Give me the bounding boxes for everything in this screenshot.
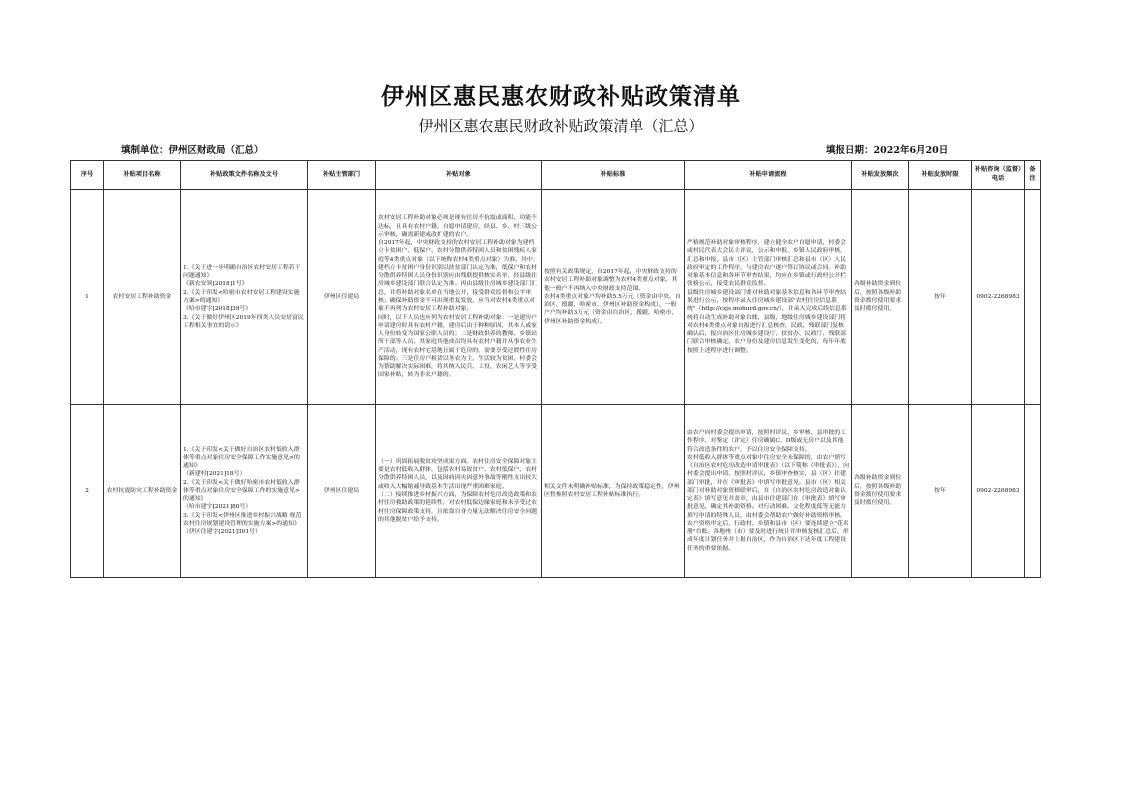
header-note: 备注 bbox=[1025, 161, 1041, 190]
doc-line: （哈市建字[2021]80号） bbox=[183, 504, 252, 511]
header-dept: 补贴主管部门 bbox=[308, 161, 376, 190]
cell-note bbox=[1025, 405, 1041, 578]
cell-target bbox=[376, 190, 542, 405]
doc-line: 1.《关于进一步明确自治区农村安居工程若干问题通知》 bbox=[183, 264, 301, 280]
header-freq: 补贴发放频次 bbox=[852, 161, 909, 190]
header-seq: 序号 bbox=[71, 161, 104, 190]
process-para: 农村低收入群体等重点对象中住房安全未保障的，由农户填写《自治区农村危房改造申请审批表》（以下简称《审批表》），向村委会提出申请，按照村评议，乡镇审查核实，县（区）住建部门审批，并在《审批表》中填写审批意见。县市（区）相关部门对补助对象资格联审后，在《自治区农村危房改造对象认定表》填写意见并盖章，由县市住建部门在《审批表》填写审批意见，确定其补助资格。对行动困难、文化程度低等无能力填写申请的特殊人员，由村委会帮助农户做好补助资格审核。农户资格审定后，行政村、乡镇和县市（区）要连续建立"花名册"台账。各地州（市）要及时进行统计并审核复核汇总后，形成年度计划任务并上报自治区，作为自治区下达年度工程建设任务的重要依据。 bbox=[687, 454, 849, 552]
cell-limit: 按年 bbox=[909, 405, 972, 578]
cell-standard bbox=[542, 190, 685, 405]
target-para: （一）巩固拓展脱贫攻坚成果方面。农村住房安全保障对象主要是农村低收入群体，包括农村易致贫户、农村低保户、农村分散供养特困人员，以及因病因灾因意外事故等刚性支出较大或收入大幅缩减导致基本生活出现严重困难家庭。 bbox=[378, 458, 538, 490]
table-row bbox=[71, 405, 1041, 578]
header-target: 补贴对象 bbox=[376, 161, 542, 190]
cell-docs bbox=[181, 190, 308, 405]
header-docs: 补贴政策文件名称及文号 bbox=[181, 161, 308, 190]
doc-line: 《哈市建字[2018]39号》 bbox=[183, 306, 252, 313]
doc-line: （伊区住建字[2021]301号） bbox=[183, 529, 261, 536]
cell-process bbox=[685, 405, 852, 578]
target-para: （二）接续推进乡村振兴方面，为保障农村危房改造政策和农村住房救助政策的延续性，对农村低保边缘家庭和未享受过农村住房保障政策支持，且依靠自身力量无法解决住房安全问题的其他脱贫户给予支持。 bbox=[378, 492, 538, 523]
doc-line: 2.《关于印发<关于做好哈密市农村低收入群体等重点对象住房安全保障工作的实施意见>的通知》 bbox=[183, 479, 300, 503]
header-phone: 补贴咨询（监督）电话 bbox=[972, 161, 1025, 190]
doc-line: 3.《关于做好伊州区2019年四类人员安居富民工程相关事宜的请示》 bbox=[183, 314, 304, 329]
header-name: 补贴项目名称 bbox=[104, 161, 181, 190]
cell-seq: 2 bbox=[71, 405, 104, 578]
target-para: 自2017年起，中央财政支持的农村安居工程补助对象为建档立卡贫困户、低保户、农村分散供养特困人员和贫困残疾人家庭等4类重点对象（以下统称农村4类重点对象）为准。其中：建档立卡贫困户身份识别以扶贫部门认定为准，低保户和农村分散供养特困人员身份识别应由残联提供核实名单，经县级住房城乡建设部门联合认定为准。再由县级住房城乡建设部门汇总，并将补助对象名单在当地公开，接受群众监督和公平审核；确保补助资金不可出现重复发放，应当对农村4类重点对象不再列为农村安居工程补助对象。 bbox=[378, 240, 539, 313]
fill-date: 填报日期：2022年6月20日 bbox=[826, 145, 949, 156]
cell-seq: 1 bbox=[71, 190, 104, 405]
doc-line: 2.《关于印发<哈密市农村安居工程建设实施方案>的通知》 bbox=[183, 289, 300, 304]
header-limit: 补贴发放时限 bbox=[909, 161, 972, 190]
doc-line: （新建村[2021]18号） bbox=[183, 471, 246, 478]
target-para: 同时，以下人员也应列为农村安居工程补助对象：一是建房户申请建房时具有农村户籍，建房后由于种种原因，其本人或家人身份转变为国家公职人员的；二是财政供养的教师、乡镇站所干部等人员，其家庭其他成员均具有农村户籍并从事农业生产活动，现有农村宅基地且属于危房的，需要享受过渡性住房保障的；三是住房户租赁以务农为主，生活较为贫困，村委会为帮助解决实际困难，将其纳入民兵、工役、农闲艺人等享受国家补贴，转为非农户籍的。 bbox=[378, 314, 538, 379]
page-title: 伊州区惠民惠农财政补贴政策清单 bbox=[381, 83, 741, 110]
process-para: 严格规范补助对象审核程序，建立健全农户自愿申请，村委会或村民代表大会民主评议，公示和申报，乡镇人民政府审核，汇总和申报，县市（区）主管部门审核汇总和县市（区）人民政府审定的工作程序，与建房农户逐户签订协议或合同。补助对象基本信息和各环节审查结果，均应在乡镇或行政村公开栏张榜公示，接受农民群众监督。 bbox=[687, 240, 847, 288]
process-para: 由农户向村委会提出申请，按照村评议、乡审核、县审批的工作程序，对鉴定（评定）住房确属C、D级或无房户以及其他符合改造条件的农户，予以住房安全保障支持。 bbox=[687, 430, 847, 453]
cell-freq: 各级补助资金到位后，按照各级补助资金拨付使用要求及时拨付使用。 bbox=[852, 405, 909, 578]
doc-line: 《新农安领[2018]1号》 bbox=[183, 281, 248, 288]
header-standard: 补贴标准 bbox=[542, 161, 685, 190]
cell-dept: 伊州区住建局 bbox=[308, 405, 376, 578]
cell-standard bbox=[542, 405, 685, 578]
policy-table bbox=[70, 160, 1041, 578]
cell-name: 农村抗震防灾工程补助资金 bbox=[104, 405, 181, 578]
cell-limit: 按年 bbox=[909, 190, 972, 405]
cell-docs bbox=[181, 405, 308, 578]
process-para: 县级住房城乡建设部门要对补助对象基本信息和各环节审查结果进行公示，按程序录入住房城乡建设部"农村住房信息系统"（http://czjs.mohurd.gov.cn/），并录入完成后续信息系统将自动生成补助对象台账，县级、地级住房城乡建设部门将对农村4类重点对象自报进行汇总核查，民政、残联部门复核确认后，报自治区住房城乡建设厅、扶贫办、民政厅、残联部门联合审核确定。农户身份及建房信息发生变化的，每年年底按照上述程序进行调整。 bbox=[687, 289, 847, 354]
standard-para: 按照有关政策规定，自2017年起，中央财政支持的农村安居工程补助对象调整为农村4类重点对象，其他一般户不再纳入中央财政支持范围。 bbox=[544, 269, 678, 292]
table-header-row bbox=[71, 161, 1041, 190]
header-process: 补贴申请流程 bbox=[685, 161, 852, 190]
cell-name: 农村安居工程补助资金 bbox=[104, 190, 181, 405]
cell-note bbox=[1025, 190, 1041, 405]
cell-phone: 0902-2268983 bbox=[972, 190, 1025, 405]
standard-para: 相关文件未明确补贴标准，为保持政策稳定性，伊州区暂参照农村安居工程补贴标准执行。 bbox=[544, 483, 680, 498]
table-row bbox=[71, 190, 1041, 405]
cell-freq: 各级补助资金到位后，按照各级补助资金拨付使用要求及时拨付使用。 bbox=[852, 190, 909, 405]
doc-line: 1.《关于印发<关于做好自治区农村低收入群体等重点对象住房安全保障工作实施意见>的通知》 bbox=[183, 446, 300, 470]
page-subtitle: 伊州区惠农惠民财政补贴政策清单（汇总） bbox=[418, 117, 704, 135]
doc-line: 3.《关于印发<伊州区推进乡村振兴战略 规范农村住房规划建设管理的实施方案>的通知》 bbox=[183, 512, 302, 527]
cell-dept: 伊州区住建局 bbox=[308, 190, 376, 405]
cell-process bbox=[685, 190, 852, 405]
cell-phone: 0902-2268983 bbox=[972, 405, 1025, 578]
standard-para: 农村4类重点对象户均补助5.5万元（资金由中央、自治区、援疆、哈密市、伊州区补助资金构成），一般户户均补助3万元（资金由自治区、援疆、哈密市、伊州区补助资金构成）。 bbox=[544, 293, 681, 325]
target-para: 农村安居工程补助对象必须是现有住房不抗震或面积、功能不达标，且具有农村户籍、自愿申请建房，经县、乡、村三级公示审核，确需新建或改扩建的农户。 bbox=[378, 215, 538, 238]
fill-unit: 填制单位：伊州区财政局（汇总） bbox=[121, 145, 264, 156]
cell-target bbox=[376, 405, 542, 578]
